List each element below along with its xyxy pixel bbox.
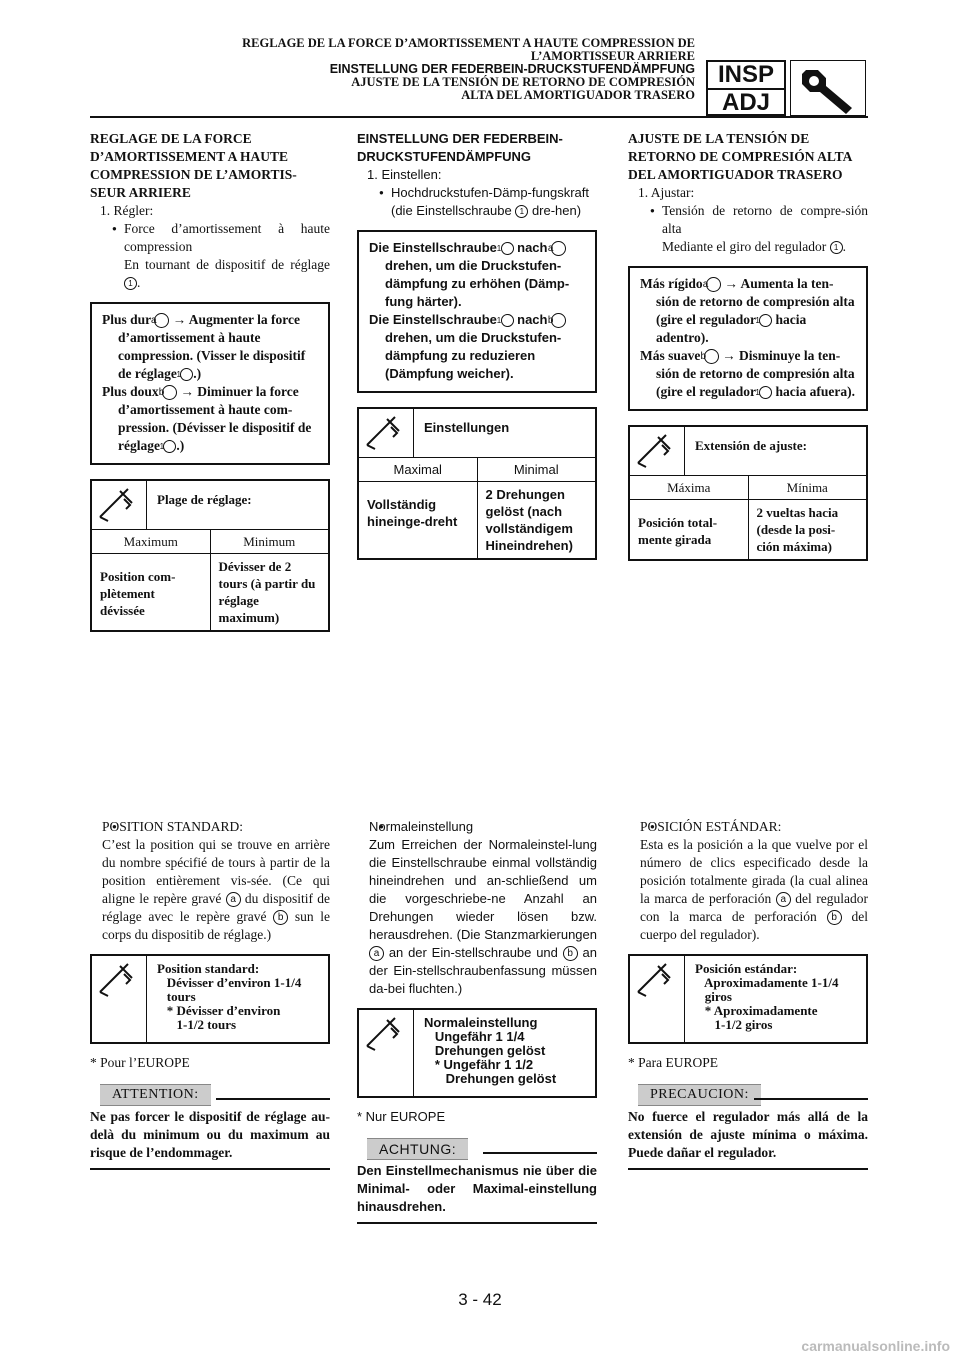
sub-text	[357, 202, 597, 220]
spec-value-min: 2 vueltas hacia (desde la posi-ción máxima)	[756, 505, 839, 554]
std-line: 1-1/2 giros	[695, 1017, 773, 1032]
box-text: Die Einstellschraube	[369, 312, 497, 327]
callout-1-icon: 1	[124, 277, 137, 290]
std-text: Zum Erreichen der Normaleinstel-lung die Einstellschraube einmal vollständig hineindrehen und an-schließend um die vorgeschriebe-ne Anzahl an Drehungen wieder lösen bzw. herausdrehen. (Die Stanzmarkierungen	[369, 837, 597, 942]
column-french	[90, 130, 330, 632]
sub-text	[90, 256, 330, 292]
mark-b-icon: b	[827, 910, 842, 925]
box-text: → Aumenta la ten-sión de retorno de compresión alta (gire el regulador	[656, 276, 855, 327]
mark-b-icon: b	[551, 313, 566, 328]
spec-header-max: Maximal	[359, 458, 478, 481]
box-text: → Disminuye la ten-sión de retorno de compresión alta (gire el regulador	[656, 348, 855, 399]
badge-bottom: ADJ	[721, 89, 770, 116]
adjust-instructions-box	[357, 230, 597, 393]
std-line: Aproximadamente 1-1/4	[695, 975, 839, 990]
column-spanish-standard	[628, 818, 868, 1170]
mark-a-icon: a	[369, 946, 384, 961]
box-text: nach	[517, 312, 548, 327]
spec-header-min: Minimum	[243, 534, 296, 549]
column-german-standard	[357, 818, 597, 1224]
sub-text-part: Mediante el giro del regulador	[662, 239, 827, 254]
spec-header-max: Maximum	[92, 530, 211, 553]
box-text: .)	[193, 366, 202, 381]
spec-value-max: Position com-plètement dévissée	[92, 554, 211, 630]
spec-table	[628, 425, 868, 561]
step-text: 1. Einstellen:	[367, 167, 442, 182]
header-line: L’AMORTISSEUR ARRIERE	[530, 49, 695, 63]
box-text: nach	[517, 240, 548, 255]
spec-value-min: Dévisser de 2 tours (à partir du réglage maximum)	[218, 559, 316, 625]
column-french-standard	[90, 818, 330, 1170]
box-text: Más suave	[640, 348, 701, 363]
spec-label: Plage de réglage:	[157, 492, 252, 507]
std-line: Posición estándar:	[695, 961, 798, 976]
mark-b-icon: b	[704, 349, 719, 364]
mark-a-icon: a	[706, 277, 721, 292]
bullet-item	[90, 818, 330, 836]
spec-table	[357, 407, 597, 560]
std-line: Drehungen gelöst	[424, 1071, 557, 1086]
box-line	[640, 347, 856, 401]
sub-text-part: .	[137, 275, 141, 290]
box-text: Die Einstellschraube	[369, 240, 497, 255]
callout-1-icon: 1	[759, 314, 772, 327]
standard-position-box	[90, 954, 330, 1044]
std-line: * Ungefähr 1 1/2	[424, 1057, 534, 1072]
footer-watermark: carmanualsonline.info	[801, 1338, 950, 1354]
std-line: giros	[695, 989, 732, 1004]
spec-label: Extensión de ajuste:	[695, 438, 807, 453]
badge-top: INSP	[708, 62, 784, 90]
spec-header-min: Mínima	[786, 480, 828, 495]
box-line	[102, 383, 318, 455]
section-badge	[706, 60, 786, 116]
adjust-instructions-box	[628, 266, 868, 411]
wrench-icon	[790, 60, 866, 116]
std-line: Drehungen gelöst	[424, 1043, 546, 1058]
bullet-item: ● Tensión de retorno de compre-sión alta	[628, 202, 868, 238]
callout-1-icon: 1	[180, 368, 193, 381]
caliper-icon	[92, 956, 147, 1042]
box-text: Plus doux	[102, 384, 159, 399]
caliper-icon	[630, 427, 685, 475]
std-line: tours	[157, 989, 196, 1004]
bullet-text: POSICIÓN ESTÁNDAR:	[640, 819, 782, 834]
callout-1-icon: 1	[830, 241, 843, 254]
callout-1-icon: 1	[501, 242, 514, 255]
region-note: * Nur EUROPE	[357, 1109, 446, 1124]
box-text: → Diminuer la force d’amortissement à haute com-pression. (Dévisser le dispositif de réglage	[118, 384, 312, 453]
sub-text-part: (die Einstellschraube	[391, 203, 512, 218]
sub-text-part: dre-hen)	[531, 203, 582, 218]
std-line: Dévisser d’environ 1-1/4	[157, 975, 302, 990]
callout-1-icon: 1	[515, 205, 528, 218]
box-line	[369, 239, 585, 311]
box-text: drehen, um die Druckstufen-dämpfung zu erhöhen (Dämp-fung härter).	[385, 258, 570, 309]
mark-a-icon: a	[226, 892, 241, 907]
warning-text: No fuerce el regulador más allá de la extensión de ajuste mínima o máxima. Puede dañar el regulador.	[628, 1108, 868, 1170]
bullet-text: POSITION STANDARD:	[102, 819, 244, 834]
std-text: an der Ein-stellschraube und	[388, 945, 558, 960]
column-german	[357, 130, 597, 560]
adjust-instructions-box	[90, 302, 330, 465]
box-text: Más rígido	[640, 276, 703, 291]
section-title: REGLAGE DE LA FORCE D’AMORTISSEMENT A HAUTE COMPRESSION DE L’AMORTIS-SEUR ARRIERE	[90, 131, 297, 200]
spec-value-min: 2 Drehungen gelöst (nach vollständigem Hineindrehen)	[485, 487, 573, 553]
std-line: 1-1/2 tours	[157, 1017, 237, 1032]
header-line: REGLAGE DE LA FORCE D’AMORTISSEMENT A HAUTE COMPRESSION DE	[242, 36, 695, 50]
step-text: 1. Régler:	[100, 203, 154, 218]
section-title: AJUSTE DE LA TENSIÓN DE RETORNO DE COMPRESIÓN ALTA DEL AMORTIGUADOR TRASERO	[628, 131, 852, 182]
header-line: ALTA DEL AMORTIGUADOR TRASERO	[461, 88, 695, 102]
mark-a-icon: a	[154, 313, 169, 328]
box-line	[102, 311, 318, 383]
standard-text	[357, 836, 597, 998]
sub-text	[628, 238, 868, 256]
spec-header-max: Máxima	[630, 476, 749, 499]
standard-position-box	[628, 954, 868, 1044]
box-line	[369, 311, 585, 383]
std-text: sun le corps du dispositib de réglage.)	[102, 909, 331, 942]
header-rule	[90, 116, 868, 118]
box-text: → Augmenter la force d’amortissement à haute compression. (Visser le dispositif de réglage	[118, 312, 306, 381]
mark-b-icon: b	[273, 910, 288, 925]
standard-text	[628, 836, 868, 944]
box-text: drehen, um die Druckstufen-dämpfung zu reduzieren (Dämpfung weicher).	[385, 330, 562, 381]
region-note: * Pour l’EUROPE	[90, 1055, 190, 1070]
header-line: AJUSTE DE LA TENSIÓN DE RETORNO DE COMPRESIÓN	[351, 75, 695, 89]
std-text: del cuerpo del regulador).	[640, 909, 868, 942]
caliper-icon	[359, 409, 414, 457]
box-text: hacia adentro).	[656, 312, 807, 345]
callout-1-icon: 1	[163, 440, 176, 453]
std-text: C’est la position qui se trouve en arrière du nombre spécifié de tours à partir de la position entièrement vis-sée. (Ce qui aligne le repère gravé	[102, 837, 330, 906]
spec-value-max: Posición total-mente girada	[630, 500, 749, 559]
section-title: EINSTELLUNG DER FEDERBEIN-DRUCKSTUFENDÄMPFUNG	[357, 131, 563, 164]
bullet-item: ● Force d’amortissement à haute compression	[90, 220, 330, 256]
mark-a-icon: a	[551, 241, 566, 256]
warning-text: Den Einstellmechanismus nie über die Minimal- oder Maximal-einstellung hinausdrehen.	[357, 1162, 597, 1224]
spec-header-min: Minimal	[513, 462, 559, 477]
std-text: Esta es la posición a la que vuelve por el número de clics especificado desde la posición totalmente girada (la cual alinea la marca de perforación	[640, 837, 868, 906]
column-spanish	[628, 130, 868, 561]
callout-1-icon: 1	[501, 314, 514, 327]
warning-text: Ne pas forcer le dispositif de réglage au-delà du minimum ou du maximum au risque de l’endommager.	[90, 1108, 330, 1170]
bullet-item	[628, 818, 868, 836]
std-line: Normaleinstellung	[424, 1015, 538, 1030]
std-line: Position standard:	[157, 961, 260, 976]
bullet-text: Normaleinstellung	[369, 819, 474, 834]
region-note: * Para EUROPE	[628, 1055, 718, 1070]
std-line: * Dévisser d’environ	[157, 1003, 281, 1018]
box-text: hacia afuera).	[775, 384, 855, 399]
warning-header	[628, 1082, 868, 1108]
bullet-item: ● Hochdruckstufen-Dämp-fungskraft	[357, 184, 597, 202]
sub-text-part: .	[842, 239, 846, 254]
mark-a-icon: a	[776, 892, 791, 907]
spec-value-max: Vollständig hineinge-dreht	[359, 482, 478, 558]
mark-b-icon: b	[162, 385, 177, 400]
box-text: Plus dur	[102, 312, 151, 327]
std-text: del regulador con la marca de perforación	[640, 891, 869, 924]
warning-header	[90, 1082, 330, 1108]
caliper-icon	[92, 481, 147, 529]
sub-text-part: En tournant de dispositif de réglage	[124, 257, 330, 272]
warning-tag: ACHTUNG:	[367, 1138, 468, 1160]
std-text: an der Ein-stellschraubenfassung müssen da-bei fluchten.)	[369, 945, 597, 996]
spec-table	[90, 479, 330, 632]
box-text: .)	[176, 438, 185, 453]
callout-1-icon: 1	[759, 386, 772, 399]
page-number: 3 - 42	[458, 1290, 502, 1309]
header-titles	[55, 37, 695, 102]
header-line: EINSTELLUNG DER FEDERBEIN-DRUCKSTUFENDÄMPFUNG	[329, 62, 695, 76]
std-text: du dispositif de réglage avec le repère gravé	[102, 891, 330, 924]
warning-header	[357, 1136, 597, 1162]
standard-position-box	[357, 1008, 597, 1098]
caliper-icon	[359, 1010, 414, 1096]
spec-label: Einstellungen	[424, 420, 510, 435]
caliper-icon	[630, 956, 685, 1042]
std-line: Ungefähr 1 1/4	[424, 1029, 525, 1044]
bullet-item	[357, 818, 597, 836]
warning-tag: PRECAUCION:	[638, 1084, 761, 1106]
step-text: 1. Ajustar:	[638, 185, 695, 200]
std-line: * Aproximadamente	[695, 1003, 818, 1018]
warning-tag: ATTENTION:	[100, 1084, 211, 1106]
standard-text	[90, 836, 330, 944]
box-line	[640, 275, 856, 347]
mark-b-icon: b	[563, 946, 578, 961]
